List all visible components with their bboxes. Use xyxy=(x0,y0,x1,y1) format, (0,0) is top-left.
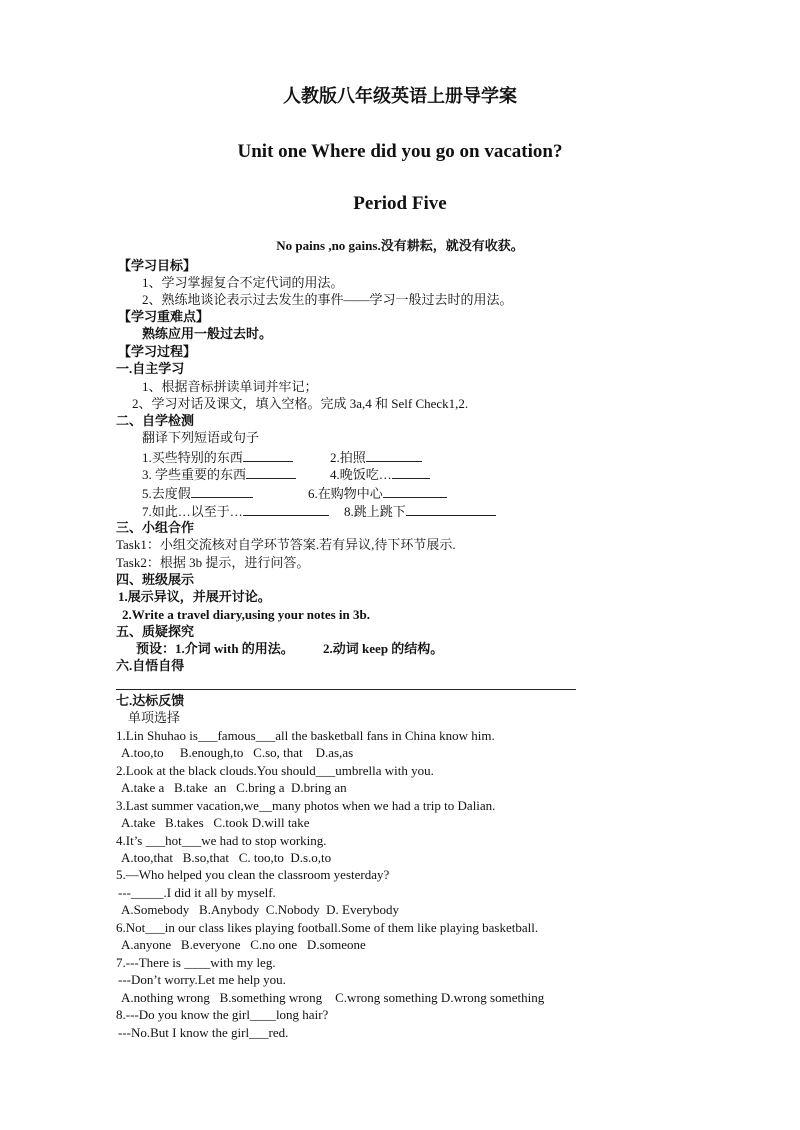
phrase-text: 2.拍照 xyxy=(330,450,366,465)
reflection-answer-line[interactable] xyxy=(116,689,576,690)
question-line: 7.---There is ____with my leg. xyxy=(116,955,276,970)
keypoints-text: 熟练应用一般过去时。 xyxy=(142,326,273,341)
phrase-text: 1.买些特别的东西 xyxy=(142,450,243,465)
self-check-heading: 二、自学检测 xyxy=(116,413,195,428)
self-study-item: 2、学习对话及课文，填入空格。完成 3a,4 和 Self Check1,2. xyxy=(132,396,469,411)
answer-blank[interactable] xyxy=(191,485,253,498)
dialog-line: ---_____.I did it all by myself. xyxy=(118,885,276,900)
self-study-heading: 一.自主学习 xyxy=(116,361,185,376)
question-line: 6.Not___in our class likes playing football.Some of them like playing basketball. xyxy=(116,920,539,935)
question-line: 5.—Who helped you clean the classroom yesterday? xyxy=(116,867,390,882)
answer-blank[interactable] xyxy=(392,466,430,479)
class-show-heading: 四、班级展示 xyxy=(116,572,195,587)
answer-blank[interactable] xyxy=(383,485,447,498)
answer-blank[interactable] xyxy=(243,503,329,516)
phrase-item xyxy=(142,485,253,500)
phrase-text: 3. 学些重要的东西 xyxy=(142,467,247,482)
question-line: 1.Lin Shuhao is___famous___all the basketball fans in China know him. xyxy=(116,728,495,743)
class-show-item: 2.Write a travel diary,using your notes in 3b. xyxy=(122,607,370,622)
question-line: 3.Last summer vacation,we__many photos when we had a trip to Dalian. xyxy=(116,798,496,813)
group-work-heading: 三、小组合作 xyxy=(116,520,195,535)
phrase-item xyxy=(142,466,296,481)
phrase-item xyxy=(142,503,329,518)
task-item: Task2：根据 3b 提示，进行问答。 xyxy=(116,555,310,570)
self-study-item: 1、根据音标拼读单词并牢记； xyxy=(142,379,318,394)
phrase-text: 7.如此…以至于… xyxy=(142,504,243,519)
motto: No pains ,no gains.没有耕耘，就没有收获。 xyxy=(276,238,524,253)
options-line: A.take B.takes C.took D.will take xyxy=(121,815,310,830)
phrase-text: 8.跳上跳下 xyxy=(344,504,406,519)
self-check-instruction: 翻译下列短语或句子 xyxy=(142,430,260,445)
answer-blank[interactable] xyxy=(246,466,296,479)
feedback-subheading: 单项选择 xyxy=(128,710,181,725)
question-line: 8.---Do you know the girl____long hair? xyxy=(116,1007,329,1022)
options-line: A.take a B.take an C.bring a D.bring an xyxy=(121,780,347,795)
question-line: 2.Look at the black clouds.You should___umbrella with you. xyxy=(116,763,434,778)
phrase-item xyxy=(330,466,430,481)
answer-blank[interactable] xyxy=(366,449,422,462)
phrase-item xyxy=(330,449,422,464)
unit-title: Unit one Where did you go on vacation? xyxy=(237,141,563,162)
class-show-item: 1.展示异议，并展开讨论。 xyxy=(118,589,271,604)
answer-blank[interactable] xyxy=(406,503,496,516)
options-line: A.nothing wrong B.something wrong C.wrong something D.wrong something xyxy=(121,990,545,1005)
options-line: A.too,to B.enough,to C.so, that D.as,as xyxy=(121,745,354,760)
goals-heading: 【学习目标】 xyxy=(118,258,197,273)
feedback-heading: 七.达标反馈 xyxy=(116,693,185,708)
dialog-line: ---No.But I know the girl___red. xyxy=(118,1025,289,1040)
goal-item: 1、学习掌握复合不定代词的用法。 xyxy=(142,275,344,290)
questions-text: 预设：1.介词 with 的用法。 2.动词 keep 的结构。 xyxy=(136,641,444,656)
phrase-item xyxy=(308,485,447,500)
period-title: Period Five xyxy=(353,193,447,214)
phrase-text: 4.晚饭吃… xyxy=(330,467,392,482)
phrase-text: 5.去度假 xyxy=(142,486,191,501)
options-line: A.anyone B.everyone C.no one D.someone xyxy=(121,937,366,952)
keypoints-heading: 【学习重难点】 xyxy=(118,309,210,324)
answer-blank[interactable] xyxy=(243,449,293,462)
question-line: 4.It’s ___hot___we had to stop working. xyxy=(116,833,327,848)
goal-item: 2、熟练地谈论表示过去发生的事件——学习一般过去时的用法。 xyxy=(142,292,513,307)
reflection-heading: 六.自悟自得 xyxy=(116,658,185,673)
phrase-text: 6.在购物中心 xyxy=(308,486,383,501)
dialog-line: ---Don’t worry.Let me help you. xyxy=(118,972,286,987)
phrase-item xyxy=(344,503,496,518)
phrase-item xyxy=(142,449,293,464)
page-title: 人教版八年级英语上册导学案 xyxy=(283,86,517,107)
options-line: A.too,that B.so,that C. too,to D.s.o,to xyxy=(121,850,332,865)
process-heading: 【学习过程】 xyxy=(118,344,197,359)
questions-heading: 五、质疑探究 xyxy=(116,624,195,639)
task-item: Task1：小组交流核对自学环节答案.若有异议,待下环节展示. xyxy=(116,537,456,552)
options-line: A.Somebody B.Anybody C.Nobody D. Everybody xyxy=(121,902,400,917)
